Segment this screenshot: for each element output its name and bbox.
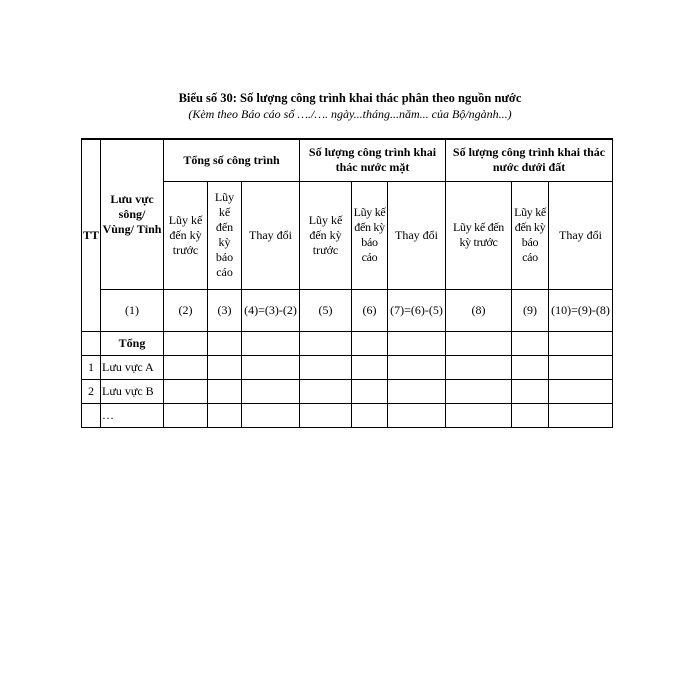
table-cell	[208, 403, 242, 427]
report-subtitle: (Kèm theo Báo cáo số …./…. ngày...tháng...năm... của Bộ/ngành...)	[188, 107, 512, 121]
subheader-cell: Lũy kế đến kỳ báo cáo	[512, 181, 549, 289]
report-title: Biểu số 30: Số lượng công trình khai thác phân theo nguồn nước	[178, 91, 522, 105]
subheader-cell: Thay đổi	[242, 181, 300, 289]
table-cell	[549, 355, 613, 379]
table-row	[82, 379, 613, 403]
table-cell	[388, 403, 446, 427]
row-name: …	[101, 403, 164, 427]
table-cell	[300, 379, 352, 403]
table-cell	[242, 331, 300, 355]
table-cell	[164, 331, 208, 355]
table-cell	[164, 379, 208, 403]
table-cell	[242, 403, 300, 427]
numbering-cell: (6)	[352, 289, 388, 331]
subheader-cell: Thay đổi	[388, 181, 446, 289]
col-region-header: Lưu vực sông/ Vùng/ Tỉnh	[101, 139, 164, 289]
subheader-cell: Lũy kế đến kỳ báo cáo	[208, 181, 242, 289]
table-cell	[388, 331, 446, 355]
table-cell	[352, 355, 388, 379]
table-cell	[352, 379, 388, 403]
row-number	[82, 403, 101, 427]
group-header-total: Tổng số công trình	[164, 139, 300, 181]
subheader-cell: Lũy kế đến kỳ báo cáo	[352, 181, 388, 289]
numbering-cell: (10)=(9)-(8)	[549, 289, 613, 331]
table-cell	[242, 379, 300, 403]
table-cell	[512, 379, 549, 403]
table-cell	[300, 355, 352, 379]
table-cell	[164, 355, 208, 379]
row-number: 2	[82, 379, 101, 403]
group-header-surface: Số lượng công trình khai thác nước mặt	[300, 139, 446, 181]
table-cell	[242, 355, 300, 379]
col-tt-header: TT	[82, 139, 101, 331]
table-cell	[512, 403, 549, 427]
table-cell	[82, 331, 101, 355]
total-label: Tổng	[101, 331, 164, 355]
table-cell	[300, 403, 352, 427]
row-name: Lưu vực A	[101, 355, 164, 379]
table-cell	[446, 403, 512, 427]
report-table	[81, 138, 613, 428]
subheader-cell: Lũy kế đến kỳ trước	[164, 181, 208, 289]
total-row	[82, 331, 613, 355]
header-row-groups	[82, 139, 613, 181]
table-cell	[446, 355, 512, 379]
table-cell	[352, 331, 388, 355]
table-row	[82, 403, 613, 427]
group-header-ground: Số lượng công trình khai thác nước dưới đất	[446, 139, 613, 181]
numbering-cell: (8)	[446, 289, 512, 331]
row-number: 1	[82, 355, 101, 379]
table-cell	[388, 379, 446, 403]
table-cell	[446, 331, 512, 355]
numbering-cell: (1)	[101, 289, 164, 331]
table-cell	[512, 331, 549, 355]
numbering-cell: (9)	[512, 289, 549, 331]
table-cell	[208, 379, 242, 403]
row-name: Lưu vực B	[101, 379, 164, 403]
table-cell	[164, 403, 208, 427]
table-cell	[300, 331, 352, 355]
table-cell	[208, 355, 242, 379]
table-cell	[549, 331, 613, 355]
table-row	[82, 355, 613, 379]
subheader-cell: Lũy kế đến kỳ trước	[300, 181, 352, 289]
table-cell	[446, 379, 512, 403]
table-cell	[352, 403, 388, 427]
numbering-cell: (3)	[208, 289, 242, 331]
numbering-cell: (5)	[300, 289, 352, 331]
numbering-cell: (4)=(3)-(2)	[242, 289, 300, 331]
table-cell	[549, 403, 613, 427]
numbering-row	[82, 289, 613, 331]
subheader-cell: Lũy kế đến kỳ trước	[446, 181, 512, 289]
numbering-cell: (7)=(6)-(5)	[388, 289, 446, 331]
numbering-cell: (2)	[164, 289, 208, 331]
subheader-cell: Thay đổi	[549, 181, 613, 289]
table-cell	[512, 355, 549, 379]
table-cell	[549, 379, 613, 403]
table-cell	[388, 355, 446, 379]
table-cell	[208, 331, 242, 355]
